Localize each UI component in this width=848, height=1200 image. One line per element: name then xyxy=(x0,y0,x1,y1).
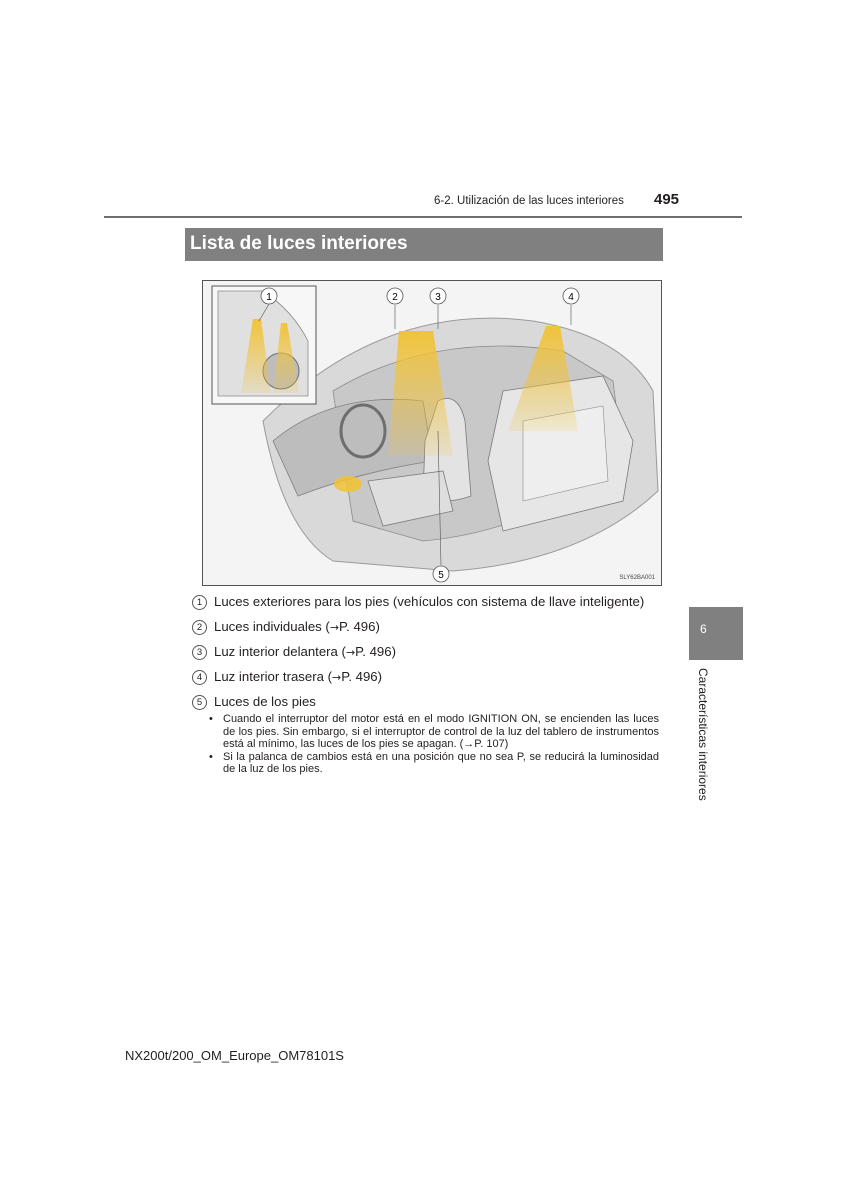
header-rule xyxy=(104,216,742,218)
interior-lights-illustration xyxy=(202,280,662,586)
page-reference: P. 496) xyxy=(339,619,380,634)
legend-item-4 xyxy=(192,669,382,687)
svg-text:2: 2 xyxy=(392,292,398,303)
chapter-number: 6 xyxy=(700,622,707,636)
note-text: Si la palanca de cambios está en una posición que no sea P, se reducirá la luminosidad de la luz de los pies. xyxy=(223,750,659,776)
arrow-icon: → xyxy=(329,621,340,634)
callout-1 xyxy=(261,288,277,304)
note-item xyxy=(209,751,659,776)
legend-item-3 xyxy=(192,644,396,662)
callout-3 xyxy=(430,288,446,304)
legend-text: Luz interior delantera ( xyxy=(214,644,346,659)
legend-text: Luces exteriores para los pies (vehículos con sistema de llave inteligente) xyxy=(214,594,645,609)
page-reference: P. 496) xyxy=(355,644,396,659)
chapter-tab xyxy=(689,607,743,660)
foot-light-glow xyxy=(334,476,362,492)
legend-number: 5 xyxy=(192,695,207,710)
callout-5 xyxy=(433,566,449,582)
bullet-icon: • xyxy=(209,750,213,763)
arrow-icon: → xyxy=(332,671,342,684)
section-title: Lista de luces interiores xyxy=(190,233,408,254)
page-number: 495 xyxy=(654,191,680,208)
callout-2 xyxy=(387,288,403,304)
section-title-bar xyxy=(185,228,663,261)
legend-number: 3 xyxy=(192,645,207,660)
note-text: Cuando el interruptor del motor está en el modo IGNITION ON, se encienden las luces de los pies. Sin embargo, si el interruptor de control de la luz del tablero de instrumentos está al mínimo, las luces de los pies se apagan. (→P. 107) xyxy=(223,713,659,751)
legend-text: Luces individuales ( xyxy=(214,619,330,634)
arrow-icon: → xyxy=(345,646,356,659)
car-interior-drawing xyxy=(203,281,662,586)
header-section-title: 6-2. Utilización de las luces interiores xyxy=(434,195,624,207)
chapter-label: Características interiores xyxy=(696,668,710,801)
legend-item-2 xyxy=(192,619,380,637)
legend-item-1 xyxy=(192,594,644,612)
page-reference: P. 496) xyxy=(341,669,383,684)
legend-number: 2 xyxy=(192,620,207,635)
callout-4 xyxy=(563,288,579,304)
legend-number: 4 xyxy=(192,670,207,685)
footer-doc-code: NX200t/200_OM_Europe_OM78101S xyxy=(125,1048,344,1063)
legend-number: 1 xyxy=(192,595,207,610)
notes-list xyxy=(209,713,659,776)
svg-text:5: 5 xyxy=(438,570,444,581)
svg-text:3: 3 xyxy=(435,292,441,303)
svg-text:1: 1 xyxy=(266,292,272,303)
svg-text:4: 4 xyxy=(568,292,574,303)
figure-code: SLY62BA001 xyxy=(619,575,655,581)
bullet-icon: • xyxy=(209,713,213,725)
legend-text: Luces de los pies xyxy=(214,694,316,709)
note-item xyxy=(209,713,659,751)
legend-item-5 xyxy=(192,694,316,712)
legend-text: Luz interior trasera ( xyxy=(214,669,332,684)
